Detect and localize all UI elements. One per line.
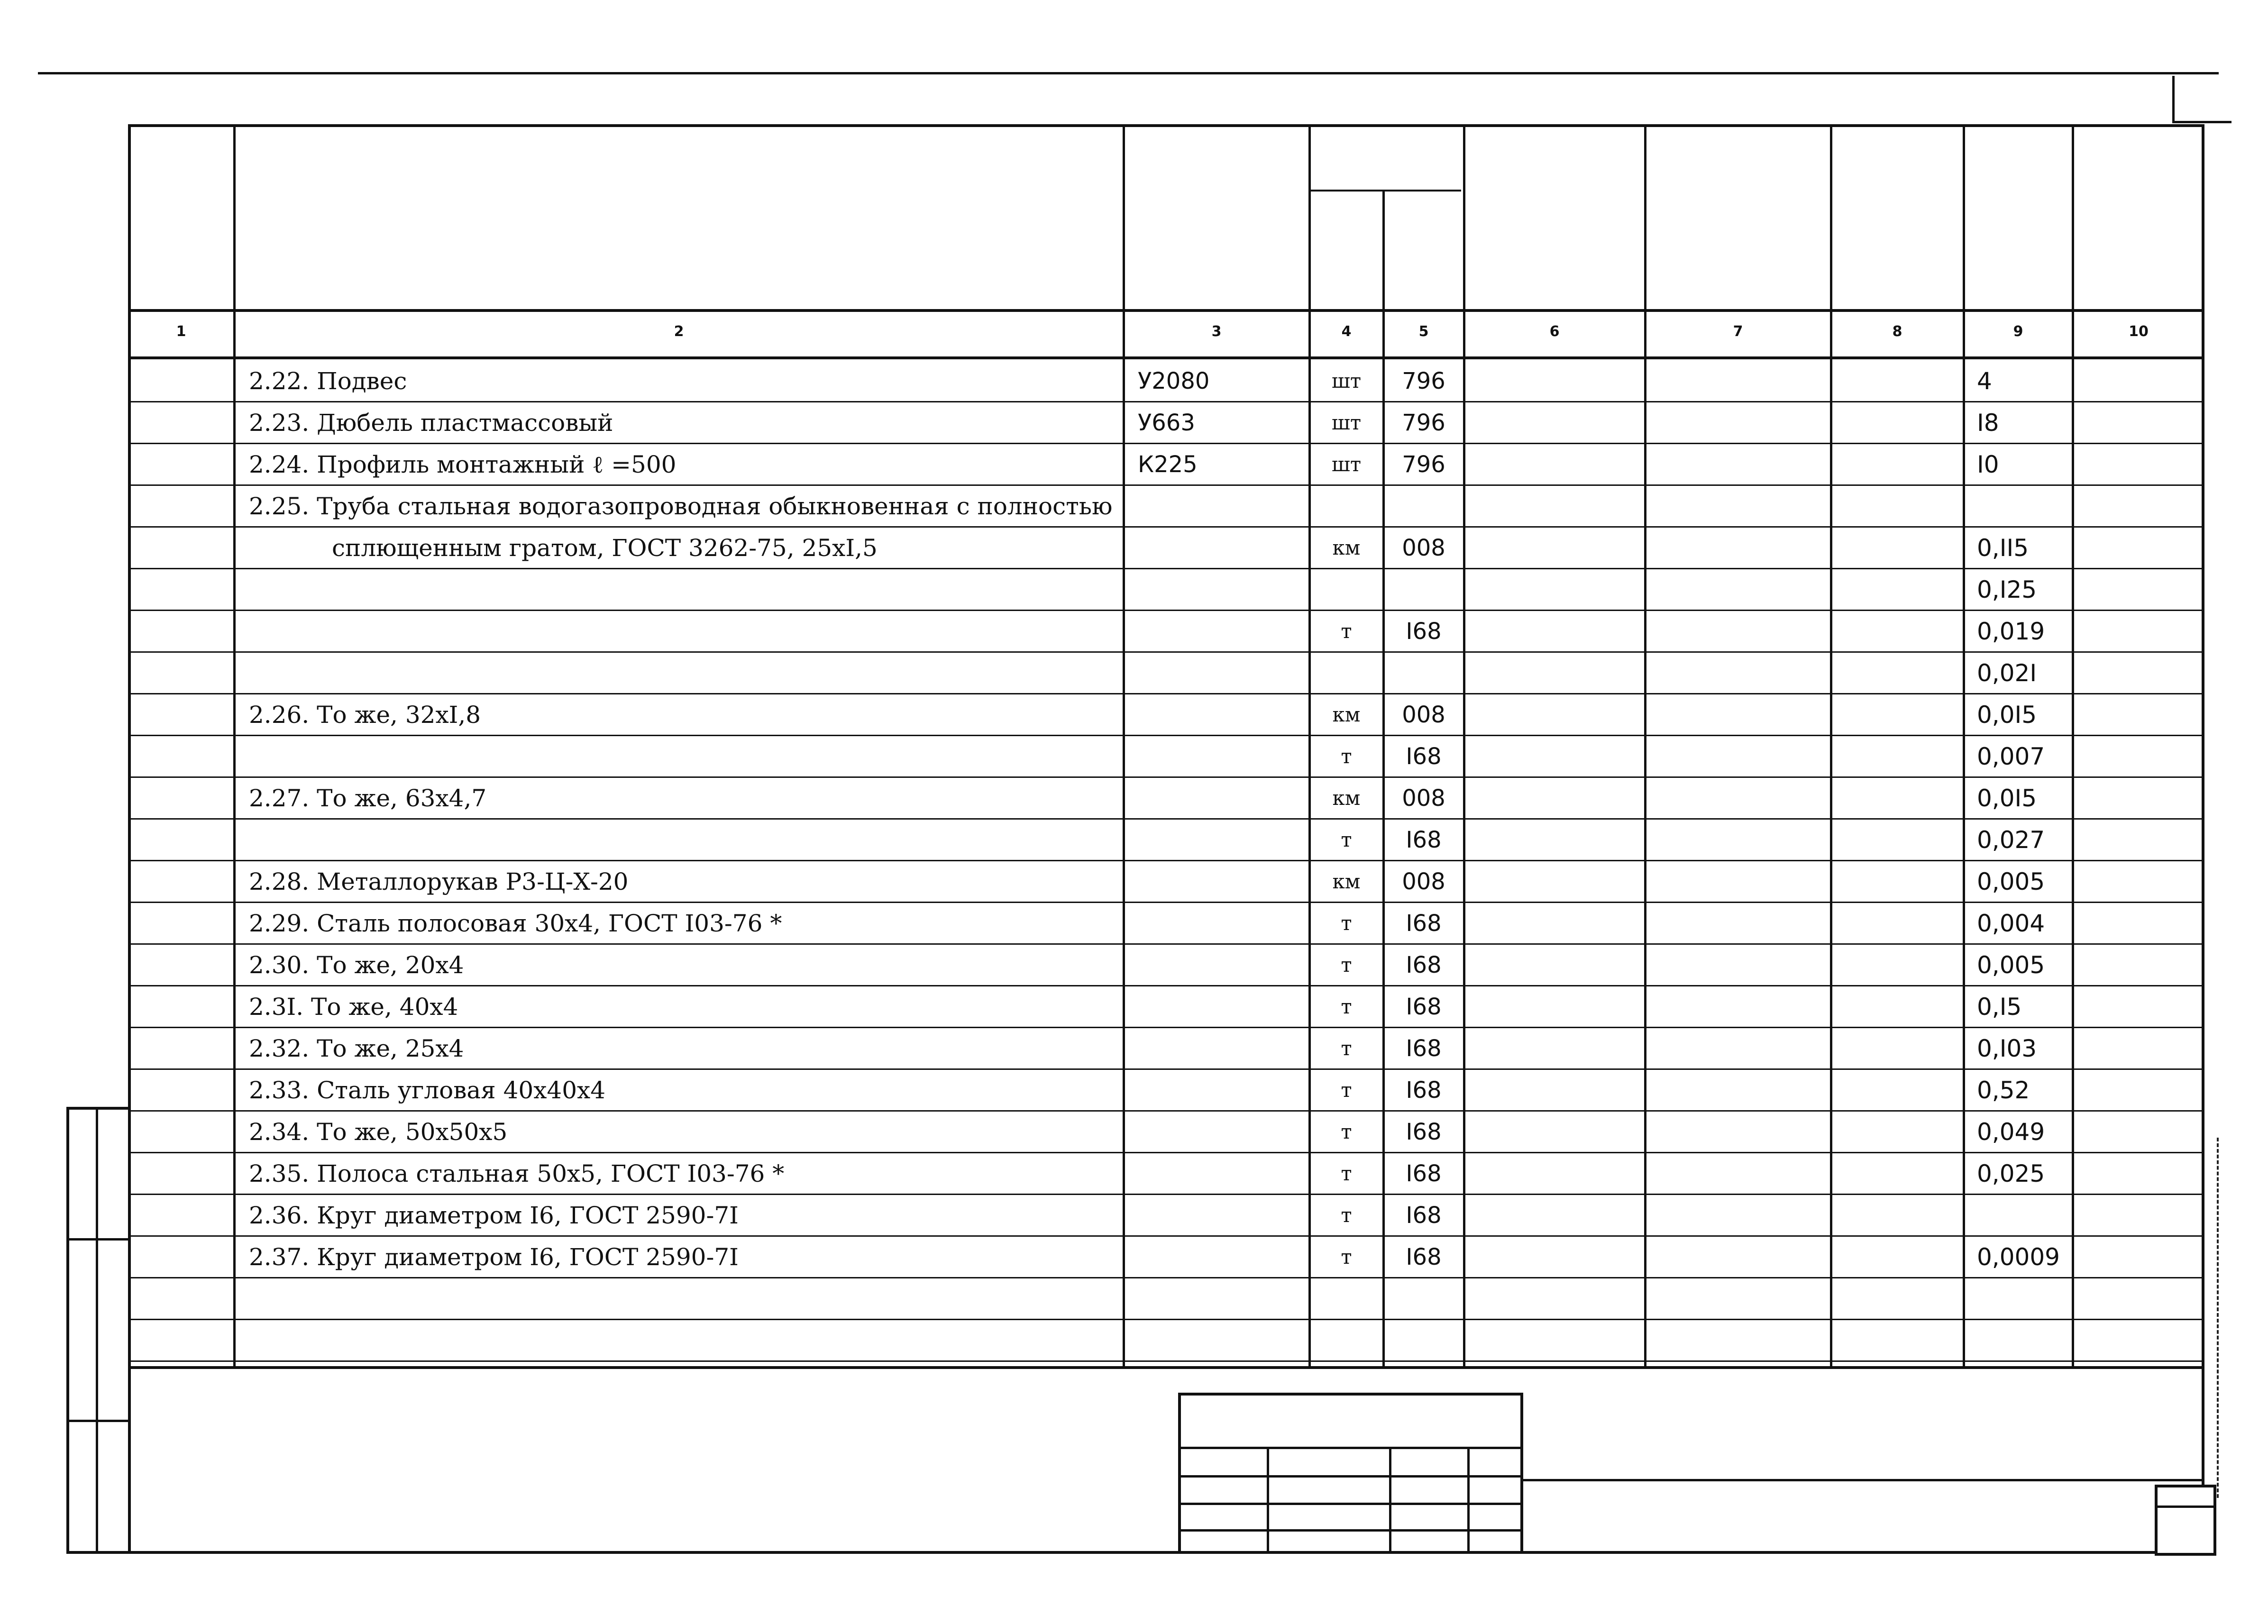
titleblock-top-rule [1523, 1479, 2204, 1481]
column-divider [2072, 124, 2074, 1366]
cell-type [1138, 1029, 1299, 1068]
stamp-vline-3 [1467, 1447, 1470, 1554]
cell-code: 008 [1402, 868, 1445, 895]
cell-code [1383, 1279, 1464, 1319]
row-rule [128, 985, 2204, 986]
cell-qty [1977, 1195, 2072, 1235]
side-box-sep-2 [66, 1420, 131, 1422]
cell-name: 2.24. Профиль монтажный ℓ =500 [249, 451, 677, 478]
row-rule [128, 610, 2204, 611]
column-number: 3 [1211, 323, 1222, 340]
cell-type: У663 [1138, 410, 1195, 436]
cell-qty: 0,025 [1977, 1160, 2045, 1187]
cell-type [1138, 1112, 1299, 1152]
row-rule [128, 651, 2204, 653]
colnum-rule [128, 356, 2204, 359]
cell-name: 2.30. То же, 20х4 [249, 951, 464, 979]
column-divider [1963, 124, 1965, 1366]
cell-code: I68 [1406, 827, 1442, 853]
cell-code: I68 [1406, 1077, 1442, 1104]
cell-unit: т [1341, 912, 1352, 935]
cell-unit: т [1341, 620, 1352, 643]
cell-qty: 0,007 [1977, 743, 2045, 770]
stamp-rule-3 [1178, 1503, 1523, 1505]
row-rule [128, 902, 2204, 903]
row-rule [128, 443, 2204, 444]
cell-name: 2.25. Труба стальная водогазопроводная обыкновенная с полностью [249, 493, 1113, 520]
cell-type [1138, 1195, 1299, 1235]
column-number: 2 [674, 323, 684, 340]
cell-type [1138, 1237, 1299, 1277]
stamp-rule-2 [1178, 1475, 1523, 1478]
cell-code: I68 [1406, 1160, 1442, 1187]
cell-name: 2.32. То же, 25х4 [249, 1035, 464, 1062]
cell-name: 2.3I. То же, 40х4 [249, 993, 458, 1021]
row-rule [128, 1194, 2204, 1195]
column-number: 4 [1341, 323, 1352, 340]
row-rule [128, 568, 2204, 569]
cell-type: К225 [1138, 451, 1198, 478]
cell-type [1138, 737, 1299, 776]
cell-unit: км [1332, 536, 1361, 559]
cell-unit: шт [1331, 411, 1362, 434]
cell-type [1138, 862, 1299, 902]
header-rule [128, 309, 2204, 312]
cell-code: I68 [1406, 618, 1442, 645]
cell-name [249, 1279, 1121, 1319]
row-rule [128, 1319, 2204, 1320]
cell-type [1138, 903, 1299, 943]
cell-type [1138, 778, 1299, 818]
cell-name [249, 737, 1121, 776]
cell-qty [1977, 1279, 2072, 1319]
cell-unit [1309, 486, 1383, 526]
cell-name: 2.29. Сталь полосовая 30х4, ГОСТ I03-76 * [249, 910, 782, 937]
cell-qty: 0,0I5 [1977, 785, 2037, 812]
cell-code: I68 [1406, 952, 1442, 978]
cell-name [249, 653, 1121, 693]
unit-group-rule [1309, 190, 1461, 192]
cell-name: 2.33. Сталь угловая 40х40х4 [249, 1077, 606, 1104]
cell-code: 008 [1402, 535, 1445, 561]
row-rule [128, 1360, 2204, 1362]
cell-name [249, 1321, 1121, 1360]
cell-name: 2.37. Круг диаметром I6, ГОСТ 2590-7I [249, 1243, 739, 1271]
row-rule [128, 943, 2204, 945]
cell-unit: т [1341, 953, 1352, 976]
cell-unit: т [1341, 1037, 1352, 1060]
cell-code: I68 [1406, 910, 1442, 937]
cell-unit: т [1341, 745, 1352, 768]
cell-name [249, 820, 1121, 860]
cell-name [249, 570, 1121, 610]
cell-code: 796 [1402, 451, 1445, 478]
cell-qty: 0,027 [1977, 826, 2045, 854]
cell-code: I68 [1406, 1035, 1442, 1062]
cell-code [1383, 570, 1464, 610]
stamp-vline-1 [1267, 1447, 1269, 1554]
cell-qty: I0 [1977, 451, 1999, 478]
cell-unit: т [1341, 995, 1352, 1018]
cell-qty: 0,52 [1977, 1077, 2030, 1104]
cell-qty: 0,I03 [1977, 1035, 2037, 1062]
cell-type [1138, 945, 1299, 985]
row-rule [128, 1152, 2204, 1153]
cell-code: I68 [1406, 743, 1442, 770]
cell-name [249, 611, 1121, 651]
row-rule [128, 1235, 2204, 1237]
cell-unit: шт [1331, 453, 1362, 476]
row-rule [128, 401, 2204, 402]
cell-name: сплющенным гратом, ГОСТ 3262-75, 25хI,5 [332, 534, 878, 562]
column-number: 5 [1418, 323, 1429, 340]
cell-type [1138, 528, 1299, 568]
cell-code [1383, 1321, 1464, 1360]
cell-unit [1309, 570, 1383, 610]
row-rule [128, 860, 2204, 861]
cell-unit: км [1332, 870, 1361, 893]
column-divider [1644, 124, 1646, 1366]
row-rule [128, 1027, 2204, 1028]
cell-code: I68 [1406, 994, 1442, 1020]
cell-type [1138, 570, 1299, 610]
cell-name: 2.23. Дюбель пластмассовый [249, 409, 613, 437]
cell-type [1138, 1279, 1299, 1319]
cell-code: I68 [1406, 1244, 1442, 1270]
cell-code: 796 [1402, 410, 1445, 436]
row-rule [128, 693, 2204, 694]
cell-type [1138, 695, 1299, 735]
sheet-mark-box [2172, 76, 2231, 123]
cell-type [1138, 987, 1299, 1027]
row-rule [128, 526, 2204, 528]
cell-type [1138, 1070, 1299, 1110]
column-number: 8 [1892, 323, 1902, 340]
list-box-rule [2155, 1505, 2216, 1508]
cell-qty: 0,II5 [1977, 534, 2029, 562]
column-divider [233, 124, 236, 1366]
cell-unit: шт [1331, 369, 1362, 392]
cell-unit: км [1332, 703, 1361, 726]
cell-unit: км [1332, 786, 1361, 810]
cell-name: 2.22. Подвес [249, 367, 407, 395]
top-rule [38, 72, 2219, 74]
cell-code: I68 [1406, 1119, 1442, 1145]
cell-unit: т [1341, 1162, 1352, 1185]
cell-unit: т [1341, 828, 1352, 851]
row-rule [128, 1110, 2204, 1112]
cell-qty: 0,I25 [1977, 576, 2037, 603]
cell-code: 796 [1402, 368, 1445, 394]
row-rule [128, 735, 2204, 736]
column-number: 10 [2129, 323, 2149, 340]
cell-code: I68 [1406, 1202, 1442, 1229]
stamp-vline-2 [1389, 1447, 1391, 1554]
cell-name: 2.34. То же, 50х50х5 [249, 1118, 508, 1146]
stamp-rule-1 [1178, 1447, 1523, 1449]
stamp-rule-4 [1178, 1529, 1523, 1532]
right-margin-dashes [2217, 1138, 2219, 1498]
cell-name: 2.26. То же, 32хI,8 [249, 701, 481, 729]
cell-qty: I8 [1977, 409, 1999, 437]
cell-code [1383, 486, 1464, 526]
cell-unit: т [1341, 1078, 1352, 1102]
cell-unit [1309, 1321, 1383, 1360]
cell-qty [1977, 1321, 2072, 1360]
cell-type [1138, 486, 1299, 526]
cell-qty: 0,005 [1977, 868, 2045, 895]
cell-type [1138, 611, 1299, 651]
cell-unit [1309, 653, 1383, 693]
cell-type [1138, 1321, 1299, 1360]
cell-qty: 0,0009 [1977, 1243, 2060, 1271]
cell-name: 2.28. Металлорукав Р3-Ц-Х-20 [249, 868, 629, 895]
cell-code: 008 [1402, 785, 1445, 812]
side-boxes-frame [66, 1107, 131, 1554]
cell-qty: 0,02I [1977, 659, 2037, 687]
cell-name: 2.36. Круг диаметром I6, ГОСТ 2590-7I [249, 1202, 739, 1229]
cell-type [1138, 1154, 1299, 1194]
cell-code: 008 [1402, 702, 1445, 728]
column-divider [1830, 124, 1832, 1366]
column-divider [1123, 124, 1125, 1366]
cell-unit: т [1341, 1245, 1352, 1268]
row-rule [128, 776, 2204, 778]
cell-qty: 0,019 [1977, 618, 2045, 645]
cell-unit [1309, 1279, 1383, 1319]
cell-qty: 0,005 [1977, 951, 2045, 979]
cell-qty: 0,I5 [1977, 993, 2022, 1021]
row-rule [128, 818, 2204, 820]
cell-qty [1977, 486, 2072, 526]
table-bottom-rule [128, 1366, 2204, 1369]
side-boxes-divider [96, 1107, 98, 1554]
side-box-sep-1 [66, 1238, 131, 1241]
column-number: 1 [176, 323, 186, 340]
cell-qty: 0,004 [1977, 910, 2045, 937]
cell-code [1383, 653, 1464, 693]
cell-name: 2.27. То же, 63х4,7 [249, 785, 487, 812]
cell-unit: т [1341, 1120, 1352, 1143]
column-number: 7 [1733, 323, 1743, 340]
cell-type: У2080 [1138, 368, 1210, 394]
list-box [2155, 1485, 2216, 1556]
row-rule [128, 1277, 2204, 1278]
row-rule [128, 484, 2204, 486]
cell-qty: 4 [1977, 367, 1992, 395]
column-number: 6 [1549, 323, 1560, 340]
cell-type [1138, 653, 1299, 693]
row-rule [128, 1068, 2204, 1070]
cell-qty: 0,049 [1977, 1118, 2045, 1146]
cell-type [1138, 820, 1299, 860]
column-number: 9 [2013, 323, 2023, 340]
cell-qty: 0,0I5 [1977, 701, 2037, 729]
cell-unit: т [1341, 1204, 1352, 1227]
cell-name: 2.35. Полоса стальная 50х5, ГОСТ I03-76 * [249, 1160, 785, 1187]
